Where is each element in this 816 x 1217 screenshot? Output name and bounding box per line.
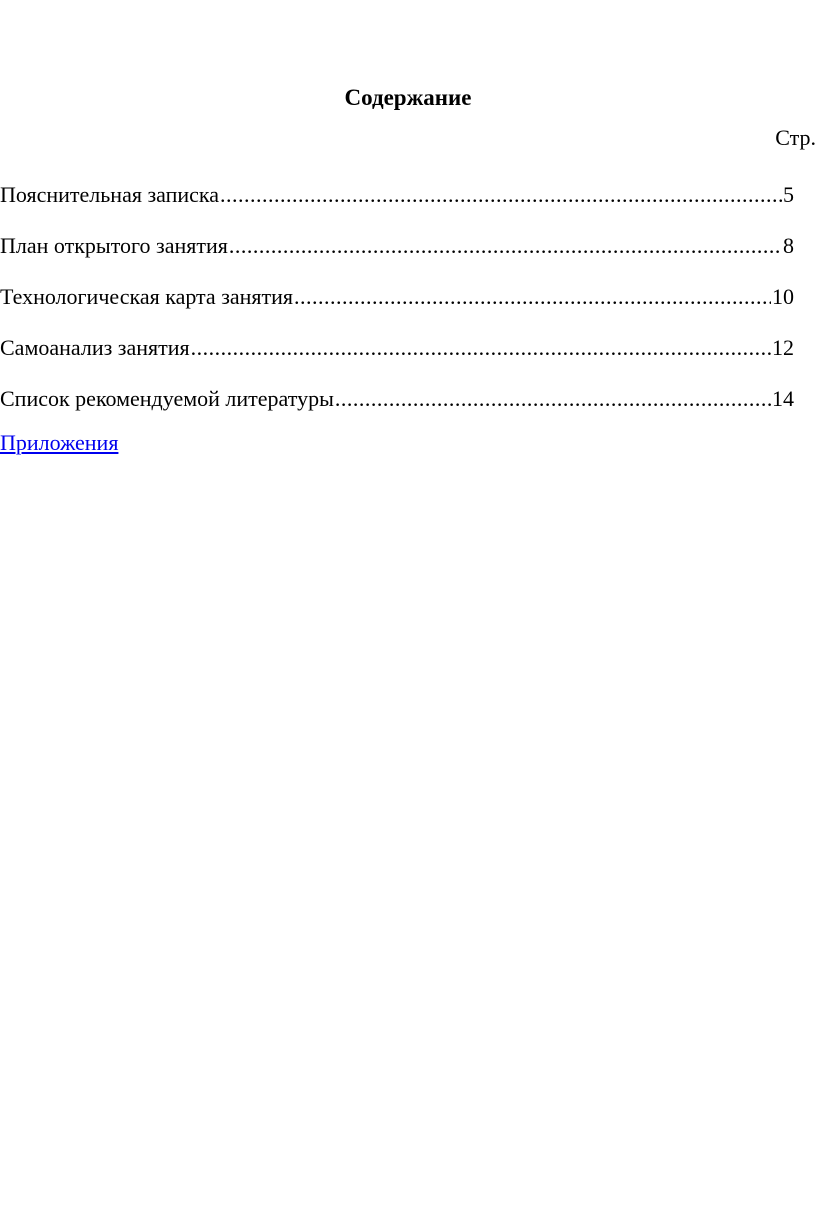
toc-entry-page: 14 (772, 386, 794, 411)
toc-entry-page: 12 (772, 335, 794, 360)
toc-dot-leader (220, 181, 782, 209)
appendix-link[interactable]: Приложения (0, 430, 119, 455)
toc-entry (0, 385, 794, 436)
toc-dot-leader (191, 334, 771, 362)
toc-entry-label: Самоанализ занятия (0, 335, 190, 360)
toc-entry-page: 5 (783, 182, 794, 207)
toc-entry-page: 10 (772, 284, 794, 309)
page-column-label: Стр. (775, 125, 816, 150)
toc-entry-label: Пояснительная записка (0, 182, 220, 207)
toc-entry-label: Список рекомендуемой литературы (0, 386, 334, 411)
toc-dot-leader (294, 283, 771, 311)
toc-dot-leader (229, 232, 782, 260)
table-of-contents (0, 181, 794, 436)
toc-entry-label: План открытого занятия (0, 233, 228, 258)
toc-entry-label: Технологическая карта занятия (0, 284, 294, 309)
toc-entry (0, 181, 794, 232)
toc-entry (0, 232, 794, 283)
page-title: Содержание (344, 85, 472, 110)
toc-entry-page: 8 (783, 233, 794, 258)
toc-entry (0, 334, 794, 385)
toc-entry (0, 283, 794, 334)
toc-dot-leader (335, 385, 771, 413)
